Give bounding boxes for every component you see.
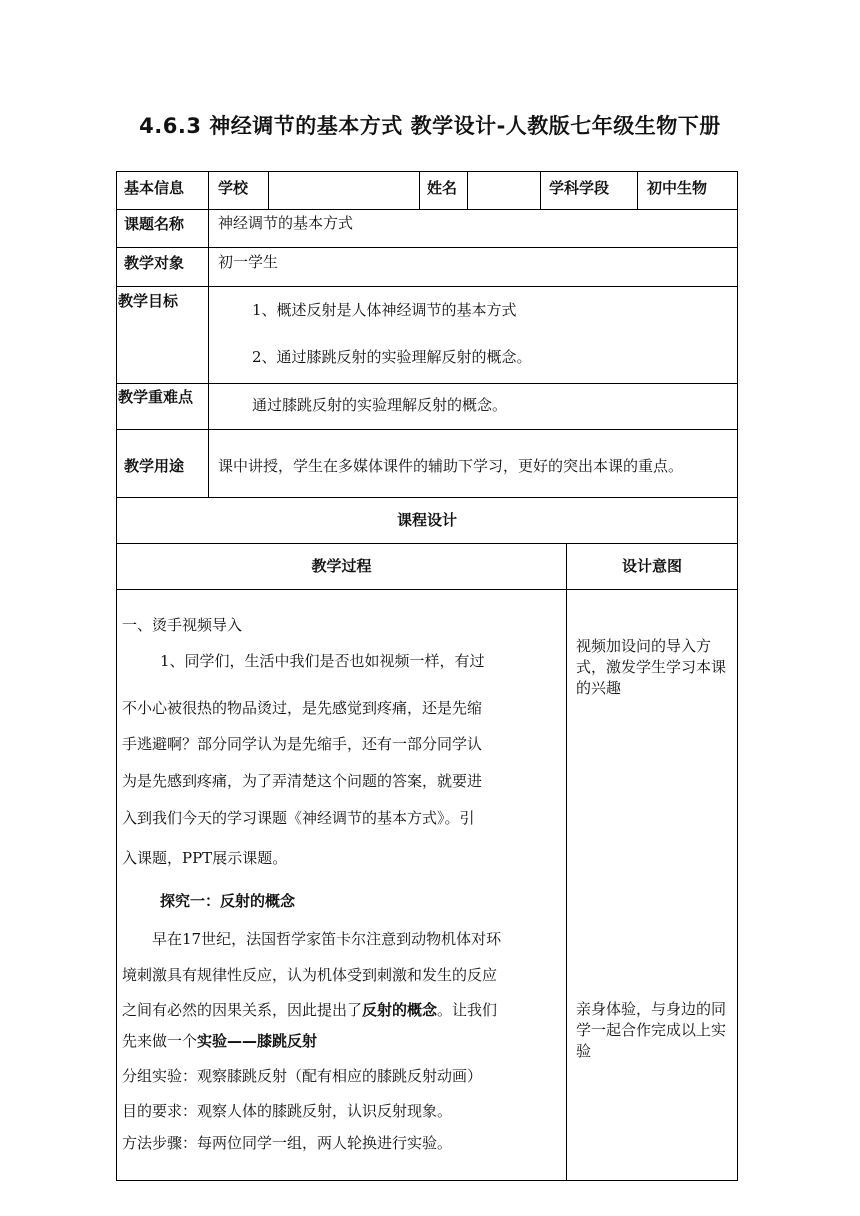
- history-line: [122, 999, 562, 1020]
- process-header: 教学过程: [311, 557, 372, 575]
- topic-label: 课题名称: [124, 215, 185, 233]
- history-text: 之间有必然的因果关系，因此提出了: [122, 1001, 363, 1019]
- key-label: 教学重难点: [118, 388, 194, 406]
- school-label: 学校: [218, 179, 249, 197]
- teaching-process: [122, 590, 562, 1178]
- intro-line: 入课题，PPT展示课题。: [122, 849, 288, 867]
- experiment-prefix: 先来做一个: [122, 1032, 198, 1050]
- section-title: 课程设计: [396, 511, 457, 529]
- target-label: 教学对象: [124, 254, 185, 272]
- history-line: 早在17世纪，法国哲学家笛卡尔注意到动物机体对环: [152, 930, 502, 948]
- intent-note: 亲身体验，与身边的同学一起合作完成以上实验: [576, 1000, 727, 1060]
- key-value: 通过膝跳反射的实验理解反射的概念。: [252, 396, 508, 414]
- explore-heading: 探究一：反射的概念: [160, 892, 296, 910]
- intro-line: 手逃避啊？部分同学认为是先缩手，还有一部分同学认: [122, 735, 483, 753]
- history-tail: 。让我们: [437, 1001, 498, 1019]
- goal-item: 2、通过膝跳反射的实验理解反射的概念。: [252, 348, 532, 366]
- intro-line: 入到我们今天的学习课题《神经调节的基本方式》。引: [122, 809, 475, 827]
- intent-header: 设计意图: [621, 557, 682, 575]
- experiment-method: 方法步骤：每两位同学一组，两人轮换进行实验。: [122, 1134, 453, 1152]
- goal-item: 1、概述反射是人体神经调节的基本方式: [252, 301, 517, 319]
- experiment-title: 实验——膝跳反射: [197, 1032, 318, 1050]
- intro-heading: 一、烫手视频导入: [122, 616, 243, 634]
- intro-line: 为是先感到疼痛，为了弄清楚这个问题的答案，就要进: [122, 772, 483, 790]
- name-label: 姓名: [427, 179, 458, 197]
- target-value: 初一学生: [218, 253, 279, 271]
- intent-note: 视频加设问的导入方式，激发学生学习本课的兴趣: [576, 637, 727, 697]
- experiment-line: [122, 1030, 562, 1051]
- usage-label: 教学用途: [124, 457, 185, 475]
- intro-line: 不小心被很热的物品烫过，是先感觉到疼痛，还是先缩: [122, 699, 483, 717]
- document-title: 4.6.3 神经调节的基本方式 教学设计-人教版七年级生物下册: [139, 114, 721, 138]
- group-experiment: 分组实验：观察膝跳反射（配有相应的膝跳反射动画）: [122, 1067, 483, 1085]
- subject-value: 初中生物: [647, 179, 708, 197]
- topic-value: 神经调节的基本方式: [218, 214, 354, 232]
- intro-line: 1、同学们，生活中我们是否也如视频一样，有过: [160, 652, 485, 670]
- experiment-aim: 目的要求：观察人体的膝跳反射，认识反射现象。: [122, 1102, 453, 1120]
- history-line: 境刺激具有规律性反应，认为机体受到刺激和发生的反应: [122, 966, 498, 984]
- reflex-concept: 反射的概念: [362, 1001, 438, 1019]
- goals-label: 教学目标: [118, 292, 179, 310]
- usage-value: 课中讲授，学生在多媒体课件的辅助下学习，更好的突出本课的重点。: [218, 457, 684, 475]
- basic-info-label: 基本信息: [124, 179, 185, 197]
- subject-label: 学科学段: [549, 179, 610, 197]
